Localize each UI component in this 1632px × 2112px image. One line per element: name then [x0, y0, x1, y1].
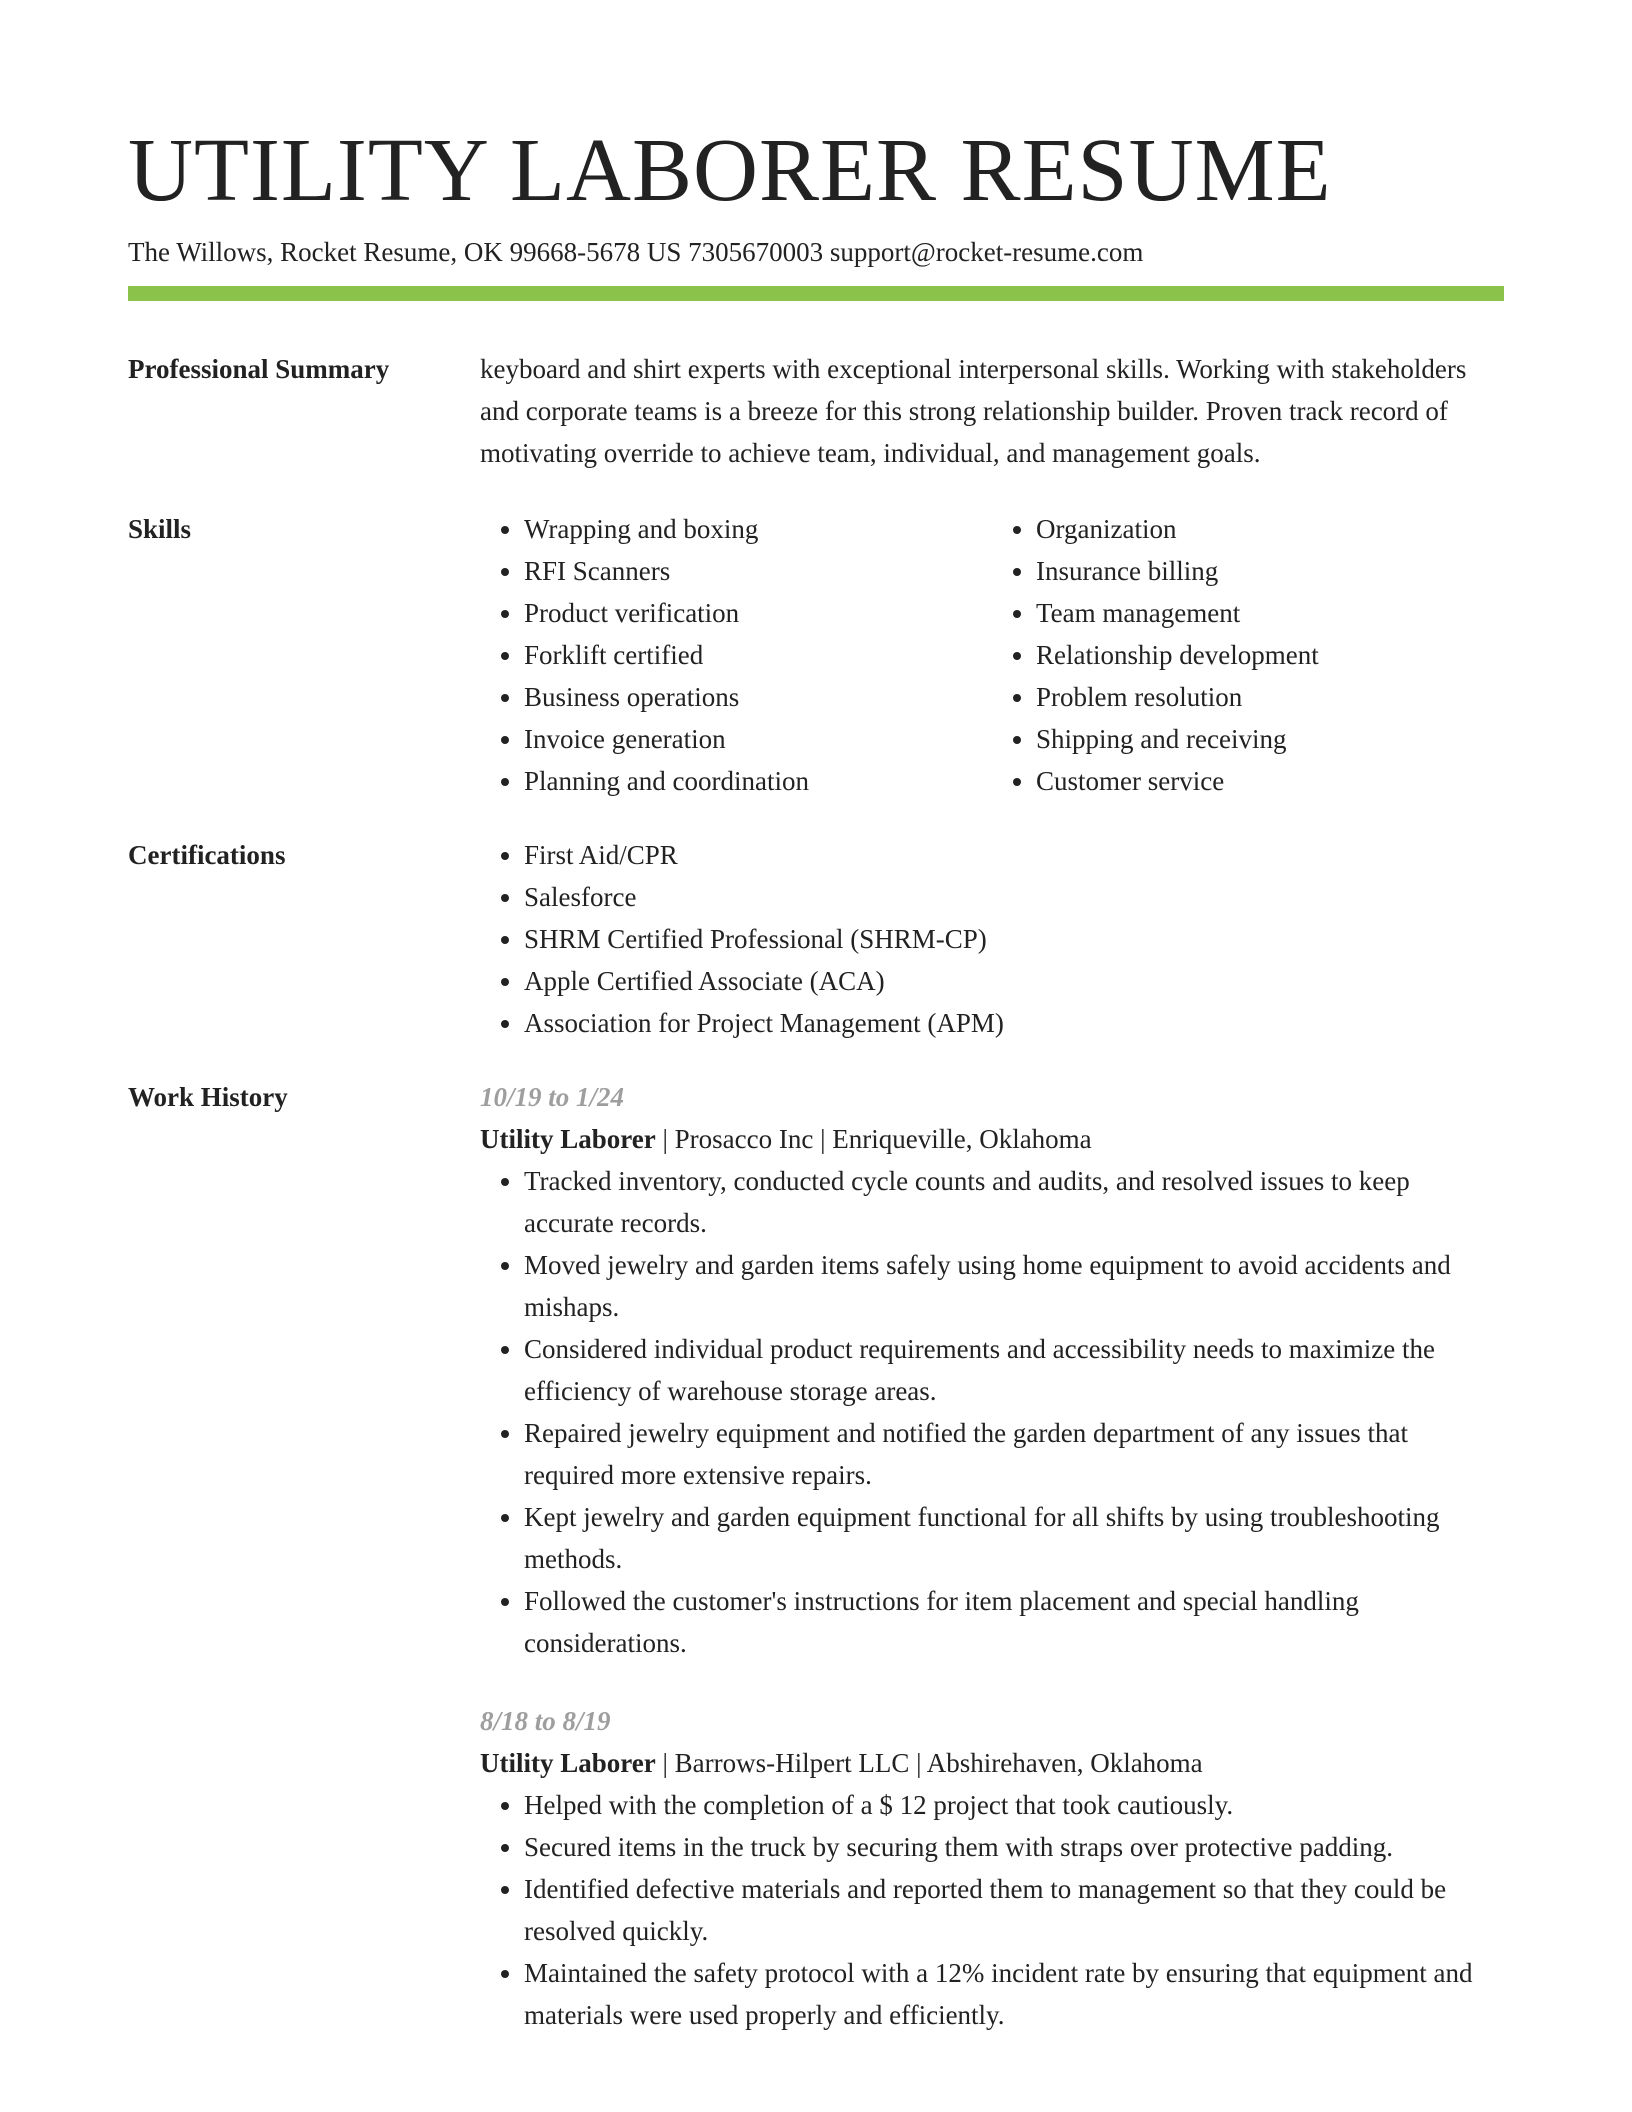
job-details: | Barrows-Hilpert LLC | Abshirehaven, Oklahoma: [655, 1748, 1203, 1778]
list-item: • Kept jewelry and garden equipment functional for all shifts by using troubleshooting methods.: [524, 1496, 1504, 1580]
job-bullets: [480, 1784, 1504, 2036]
job-title-line: [480, 1118, 1504, 1160]
accent-divider: [128, 286, 1504, 301]
resume-title: UTILITY LABORER RESUME: [128, 121, 1332, 220]
work-history-content: [480, 1076, 1504, 2072]
list-item: • Secured items in the truck by securing them with straps over protective padding.: [524, 1826, 1504, 1868]
list-item: • Insurance billing: [1036, 550, 1504, 592]
list-item: • Salesforce: [524, 876, 1504, 918]
list-item: • Followed the customer's instructions for item placement and special handling considerations.: [524, 1580, 1504, 1664]
list-item: • Planning and coordination: [524, 760, 992, 802]
resume-header: [128, 118, 1504, 270]
list-item: • Problem resolution: [1036, 676, 1504, 718]
list-item: • Forklift certified: [524, 634, 992, 676]
job-entry: [480, 1700, 1504, 2036]
job-dates: 10/19 to 1/24: [480, 1082, 625, 1112]
contact-line: The Willows, Rocket Resume, OK 99668-5678 US 7305670003 support@rocket-resume.com: [128, 237, 1144, 267]
skills-content: [480, 508, 1504, 802]
list-item: • Invoice generation: [524, 718, 992, 760]
certifications-content: [480, 834, 1504, 1044]
list-item: • Shipping and receiving: [1036, 718, 1504, 760]
certifications-label: Certifications: [128, 840, 286, 870]
skills-label: Skills: [128, 514, 192, 544]
job-title: Utility Laborer: [480, 1748, 656, 1778]
job-details: | Prosacco Inc | Enriqueville, Oklahoma: [655, 1124, 1092, 1154]
list-item: • Customer service: [1036, 760, 1504, 802]
list-item: • Repaired jewelry equipment and notified the garden department of any issues that required more extensive repairs.: [524, 1412, 1504, 1496]
list-item: • Apple Certified Associate (ACA): [524, 960, 1504, 1002]
summary-label: Professional Summary: [128, 354, 390, 384]
job-title-line: [480, 1742, 1504, 1784]
job-title: Utility Laborer: [480, 1124, 656, 1154]
list-item: • Wrapping and boxing: [524, 508, 992, 550]
list-item: • SHRM Certified Professional (SHRM-CP): [524, 918, 1504, 960]
certifications-list: [480, 834, 1504, 1044]
skills-grid: [480, 508, 1504, 802]
job-bullets: [480, 1160, 1504, 1664]
list-item: • First Aid/CPR: [524, 834, 1504, 876]
list-item: • Team management: [1036, 592, 1504, 634]
list-item: • Relationship development: [1036, 634, 1504, 676]
job-entry: [480, 1076, 1504, 1664]
skills-list-right: [992, 508, 1504, 802]
list-item: • Moved jewelry and garden items safely using home equipment to avoid accidents and mishaps.: [524, 1244, 1504, 1328]
job-dates: 8/18 to 8/19: [480, 1706, 611, 1736]
summary-content: [480, 348, 1504, 474]
list-item: • Identified defective materials and reported them to management so that they could be resolved quickly.: [524, 1868, 1504, 1952]
skills-list-left: [480, 508, 992, 802]
list-item: • Helped with the completion of a $ 12 project that took cautiously.: [524, 1784, 1504, 1826]
list-item: • Maintained the safety protocol with a 12% incident rate by ensuring that equipment and materials were used properly and efficiently.: [524, 1952, 1504, 2036]
list-item: • Tracked inventory, conducted cycle counts and audits, and resolved issues to keep accurate records.: [524, 1160, 1504, 1244]
work-history-label: Work History: [128, 1082, 288, 1112]
list-item: • Organization: [1036, 508, 1504, 550]
summary-text: keyboard and shirt experts with exceptional interpersonal skills. Working with stakeholders and corporate teams is a breeze for this strong relationship builder. Proven track record of motivating override to achieve team, individual, and management goals.: [480, 354, 1467, 468]
list-item: • Business operations: [524, 676, 992, 718]
list-item: • Considered individual product requirements and accessibility needs to maximize the efficiency of warehouse storage areas.: [524, 1328, 1504, 1412]
list-item: • RFI Scanners: [524, 550, 992, 592]
list-item: • Product verification: [524, 592, 992, 634]
list-item: • Association for Project Management (APM): [524, 1002, 1504, 1044]
